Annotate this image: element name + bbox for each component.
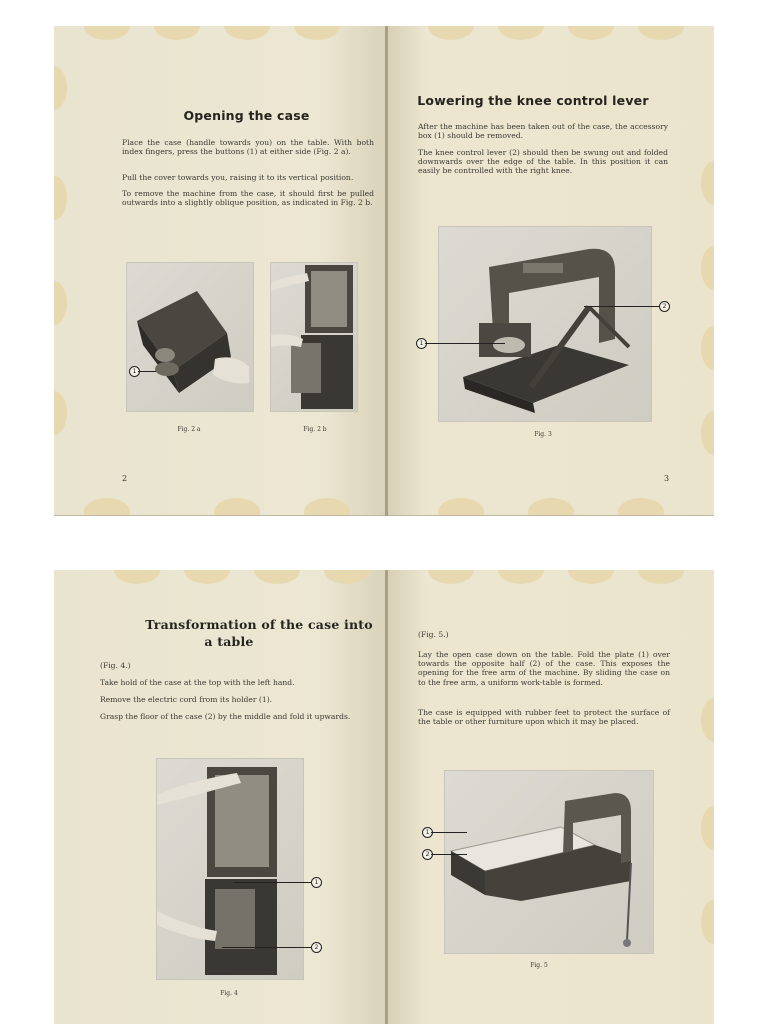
scallop-decoration (701, 246, 714, 290)
scallop-decoration (638, 26, 684, 40)
scallop-decoration (701, 326, 714, 370)
scallop-decoration (54, 66, 67, 110)
page-4 (54, 570, 387, 1024)
scallop-decoration (701, 900, 714, 944)
scallop-decoration (568, 570, 614, 584)
callout-marker: 2 (311, 942, 322, 953)
callout-marker: 2 (422, 849, 433, 860)
top-spread (54, 26, 714, 516)
page-5 (388, 570, 714, 1024)
page-number: 3 (664, 474, 670, 483)
scallop-decoration (428, 26, 474, 40)
paragraph: (Fig. 4.) (100, 661, 131, 670)
figure-caption: Fig. 2 a (177, 426, 201, 433)
figure-2b-photo (270, 262, 358, 412)
page-2 (54, 26, 387, 516)
scallop-decoration (324, 570, 370, 584)
scallop-decoration (638, 570, 684, 584)
paragraph: The case is equipped with rubber feet to protect the surface of the table or other furniture upon which it may be placed. (418, 708, 670, 727)
paragraph: To remove the machine from the case, it should first be pulled outwards into a slightly oblique position, as indicated in Fig. 2 b. (122, 189, 374, 208)
figure-caption: Fig. 3 (534, 431, 552, 438)
callout-leader (431, 854, 467, 855)
scallop-decoration (438, 498, 484, 516)
callout-marker: 1 (311, 877, 322, 888)
callout-leader (138, 371, 156, 372)
scallop-decoration (528, 498, 574, 516)
callout-leader (425, 343, 505, 344)
scallop-decoration (224, 26, 270, 40)
paragraph: Grasp the floor of the case (2) by the middle and fold it upwards. (100, 712, 351, 721)
scallop-decoration (701, 698, 714, 742)
scallop-decoration (498, 570, 544, 584)
paragraph: Place the case (handle towards you) on the table. With both index fingers, press the buttons (1) at either side (Fig. 2 a). (122, 138, 374, 157)
callout-leader (222, 947, 311, 948)
page-3 (388, 26, 714, 516)
figure-caption: Fig. 2 b (303, 426, 327, 433)
paragraph: Take hold of the case at the top with the left hand. (100, 678, 295, 687)
scallop-decoration (701, 411, 714, 455)
scallop-decoration (84, 26, 130, 40)
callout-marker: 1 (422, 827, 433, 838)
scallop-decoration (618, 498, 664, 516)
paragraph: After the machine has been taken out of the case, the accessory box (1) should be removed. (418, 122, 668, 141)
section-title: Opening the case (183, 108, 310, 123)
scallop-decoration (84, 498, 130, 516)
scallop-decoration (54, 281, 67, 325)
scallop-decoration (428, 570, 474, 584)
paragraph: Pull the cover towards you, raising it to its vertical position. (122, 173, 354, 182)
callout-leader (431, 832, 467, 833)
scallop-decoration (304, 498, 350, 516)
paragraph: Remove the electric cord from its holder (1). (100, 695, 273, 704)
scallop-decoration (294, 26, 340, 40)
figure-3-photo (438, 226, 652, 422)
scallop-decoration (184, 570, 230, 584)
figure-caption: Fig. 5 (530, 962, 548, 969)
callout-leader (234, 882, 311, 883)
scallop-decoration (254, 570, 300, 584)
page-number: 2 (122, 474, 128, 483)
scallop-decoration (114, 570, 160, 584)
figure-caption: Fig. 4 (220, 990, 238, 997)
callout-marker: 1 (416, 338, 427, 349)
callout-leader (584, 306, 659, 307)
section-title: Transformation of the case into (145, 617, 373, 632)
scallop-decoration (214, 498, 260, 516)
scallop-decoration (54, 391, 67, 435)
figure-5-photo (444, 770, 654, 954)
scallop-decoration (701, 161, 714, 205)
paragraph: The knee control lever (2) should then be swung out and folded downwards over the edge of the table. In this position it can easily be controlled with the right knee. (418, 148, 668, 176)
scallop-decoration (54, 176, 67, 220)
bottom-spread (54, 570, 714, 1024)
scallop-decoration (498, 26, 544, 40)
scallop-decoration (154, 26, 200, 40)
callout-marker: 1 (129, 366, 140, 377)
scallop-decoration (568, 26, 614, 40)
figure-2a-photo (126, 262, 254, 412)
scallop-decoration (701, 806, 714, 850)
section-title: a table (204, 634, 254, 649)
section-title: Lowering the knee control lever (417, 93, 649, 108)
callout-marker: 2 (659, 301, 670, 312)
paragraph: (Fig. 5.) (418, 630, 449, 639)
paragraph: Lay the open case down on the table. Fold the plate (1) over towards the opposite half (2) of the case. This exposes the opening for the free arm of the machine. By sliding the case on to the free arm, a uniform work-table is formed. (418, 650, 670, 687)
